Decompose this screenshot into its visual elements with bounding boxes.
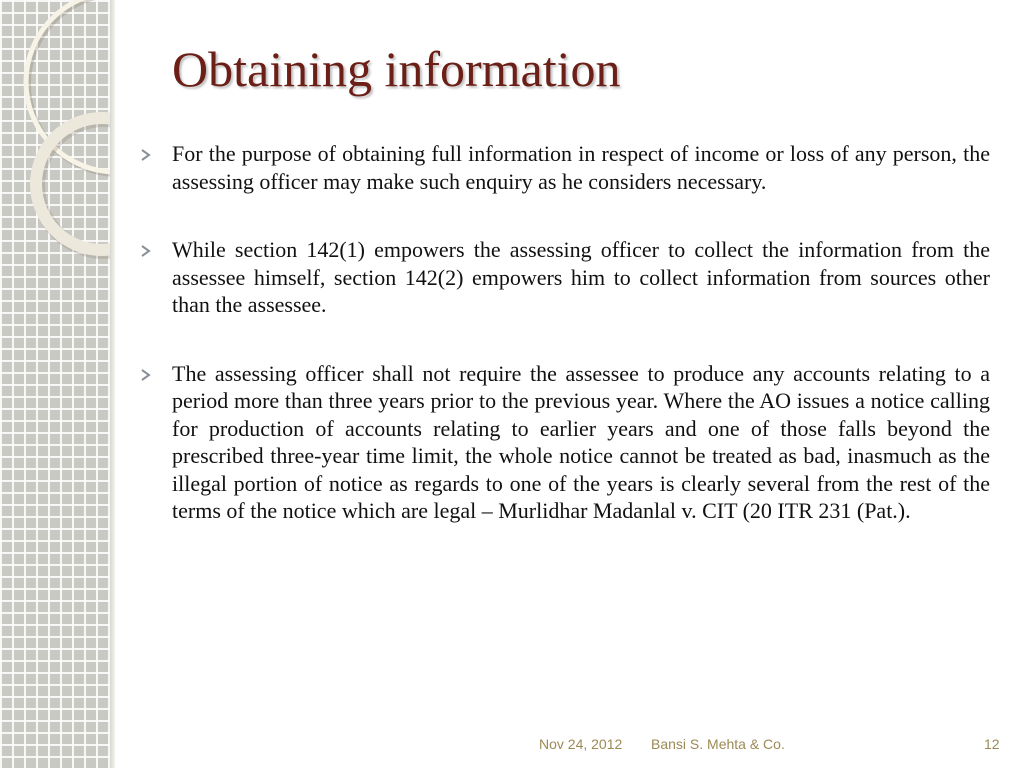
slide-title: Obtaining information bbox=[172, 41, 621, 97]
bullet-text: For the purpose of obtaining full information in respect of income or loss of any person, the assessing officer may make such enquiry as he considers necessary. bbox=[172, 141, 990, 194]
chevron-right-icon bbox=[140, 369, 152, 381]
decorative-grid-panel bbox=[0, 0, 114, 768]
bullet-text: The assessing officer shall not require the assessee to produce any accounts relating to a period more than three years prior to the previous year. Where the AO issues a notice calling for production of accounts relating to earlier years and one of those falls beyond the prescribed three-year time limit, the whole notice cannot be treated as bad, inasmuch as the illegal portion of notice as regards to one of the years is clearly several from the rest of the terms of the notice which are legal – Murlidhar Madanlal v. CIT (20 ITR 231 (Pat.). bbox=[172, 360, 990, 523]
footer-date: Nov 24, 2012 bbox=[539, 736, 623, 752]
bullet-item bbox=[172, 236, 990, 319]
bullet-item bbox=[172, 140, 990, 195]
footer-page-number: 12 bbox=[984, 736, 1000, 752]
panel-edge bbox=[110, 0, 115, 768]
chevron-right-icon bbox=[140, 245, 152, 257]
bullet-list bbox=[172, 140, 990, 566]
bullet-item bbox=[172, 360, 990, 525]
decorative-rings bbox=[0, 0, 114, 768]
chevron-right-icon bbox=[140, 149, 152, 161]
footer-company: Bansi S. Mehta & Co. bbox=[651, 736, 785, 752]
bullet-text: While section 142(1) empowers the assessing officer to collect the information from the assessee himself, section 142(2) empowers him to collect information from sources other than the assessee. bbox=[172, 237, 990, 317]
